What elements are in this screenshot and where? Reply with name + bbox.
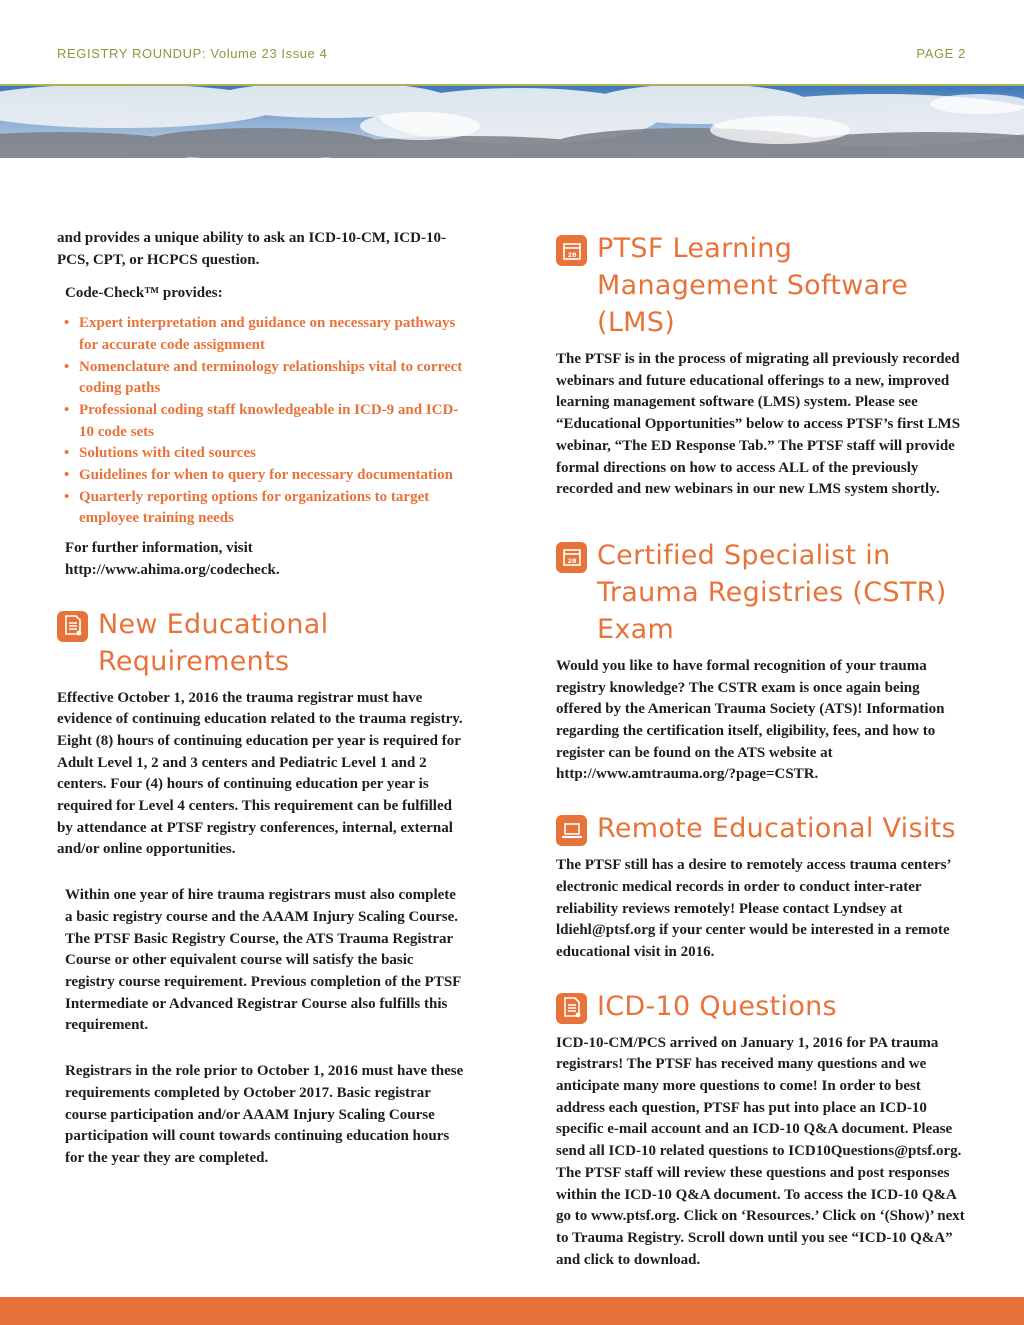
section-heading-new-educational-requirements	[57, 606, 467, 680]
section-title: Remote Educational Visits	[597, 813, 956, 845]
calendar-icon	[556, 235, 587, 266]
section-body: The PTSF still has a desire to remotely access trauma centers’ electronic medical records in order to conduct inter-rater reliability reviews remotely! Please contact Lyndsey at ldiehl@ptsf.org if your center would be interested in a remote educational visit in 2016.	[556, 857, 951, 960]
list-item: • Nomenclature and terminology relationships vital to correct coding paths	[79, 357, 467, 400]
list-item: • Quarterly reporting options for organizations to target employee training needs	[79, 487, 467, 530]
section-title: Certified Specialist in Trauma Registries (CSTR) Exam	[597, 539, 947, 645]
section-body: ICD-10-CM/PCS arrived on January 1, 2016 for PA trauma registrars! The PTSF has received many questions and we anticipate many more questions to come! In order to best address each question, PTSF has put into place an ICD-10 specific e-mail account and an ICD-10 Q&A document. Please send all ICD-10 related questions to ICD10Questions@ptsf.org. The PTSF staff will review these questions and post responses within the ICD-10 Q&A document. To access the ICD-10 Q&A go to www.ptsf.org. Click on ‘Resources.’ Click on ‘(Show)’ next to Trauma Registry. Scroll down until you see “ICD-10 Q&A” and click to download.	[556, 1034, 965, 1268]
section-body: The PTSF is in the process of migrating all previously recorded webinars and future educational offerings to a new, improved learning management software (LMS) system. Please see “Educational Opportunities” below to access PTSF’s first LMS webinar, “The ED Response Tab.” The PTSF staff will provide formal directions on how to access ALL of the previously recorded and new webinars in our new LMS system shortly.	[556, 351, 961, 498]
calendar-day-text: 28	[566, 557, 577, 566]
section-title: New Educational Requirements	[98, 608, 329, 677]
code-check-bullet-list	[57, 313, 467, 530]
list-item: • Guidelines for when to query for necessary documentation	[79, 465, 467, 487]
section-body: Would you like to have formal recognition of your trauma registry knowledge? The CSTR exam is once again being offered by the American Trauma Society (ATS)! Information regarding the certification itself, eligibility, fees, and how to register can be found on the ATS website at http://www.amtrauma.org/?page=CSTR.	[556, 657, 945, 783]
right-column	[556, 230, 966, 1271]
document-icon	[556, 993, 587, 1024]
calendar-icon	[556, 542, 587, 573]
left-column	[57, 228, 467, 1170]
paragraph: Registrars in the role prior to October 1, 2016 must have these requirements completed by October 2017. Basic registrar course participation and/or AAAM Injury Scaling Course participation will count towards continuing education hours for the year they are completed.	[65, 1063, 464, 1166]
page-number: PAGE 2	[916, 46, 966, 61]
section-heading-icd10-questions	[556, 988, 966, 1025]
section-heading-lms	[556, 230, 966, 341]
paragraph: Within one year of hire trauma registrars must also complete a basic registry course and the AAAM Injury Scaling Course. The PTSF Basic Registry Course, the ATS Trauma Registrar Course or other equivalent course will satisfy the basic registry course requirement. Previous completion of the PTSF Intermediate or Advanced Registrar Course also fulfills this requirement.	[65, 887, 461, 1034]
list-item: • Professional coding staff knowledgeable in ICD-9 and ICD-10 code sets	[79, 400, 467, 443]
section-title: PTSF Learning Management Software (LMS)	[597, 233, 909, 338]
code-check-provides-label: Code-Check™ provides:	[65, 285, 223, 302]
paragraph: Effective October 1, 2016 the trauma registrar must have evidence of continuing education related to the trauma registry. Eight (8) hours of continuing education per year is required for Adult Level 1, 2 and 3 centers and Pediatric Level 1 and 2 centers. Four (4) hours of continuing education per year is required for Level 4 centers. This requirement can be fulfilled by attendance at PTSF registry conferences, internal, external and/or online opportunities.	[57, 689, 463, 858]
section-heading-remote-visits	[556, 810, 966, 847]
list-item: • Solutions with cited sources	[79, 443, 467, 465]
list-item: • Expert interpretation and guidance on necessary pathways for accurate code assignment	[79, 313, 467, 356]
document-icon	[57, 611, 88, 642]
laptop-icon	[556, 815, 587, 846]
sky-banner-image	[0, 86, 1024, 158]
footer-bar	[0, 1297, 1024, 1325]
section-heading-cstr-exam	[556, 537, 966, 648]
further-info-text: For further information, visit http://www.ahima.org/codecheck.	[65, 540, 280, 578]
running-header-title: REGISTRY ROUNDUP: Volume 23 Issue 4	[57, 46, 328, 61]
section-title: ICD-10 Questions	[597, 990, 837, 1022]
intro-text: and provides a unique ability to ask an ICD-10-CM, ICD-10-PCS, CPT, or HCPCS question.	[57, 230, 446, 268]
calendar-day-text: 28	[566, 250, 577, 259]
